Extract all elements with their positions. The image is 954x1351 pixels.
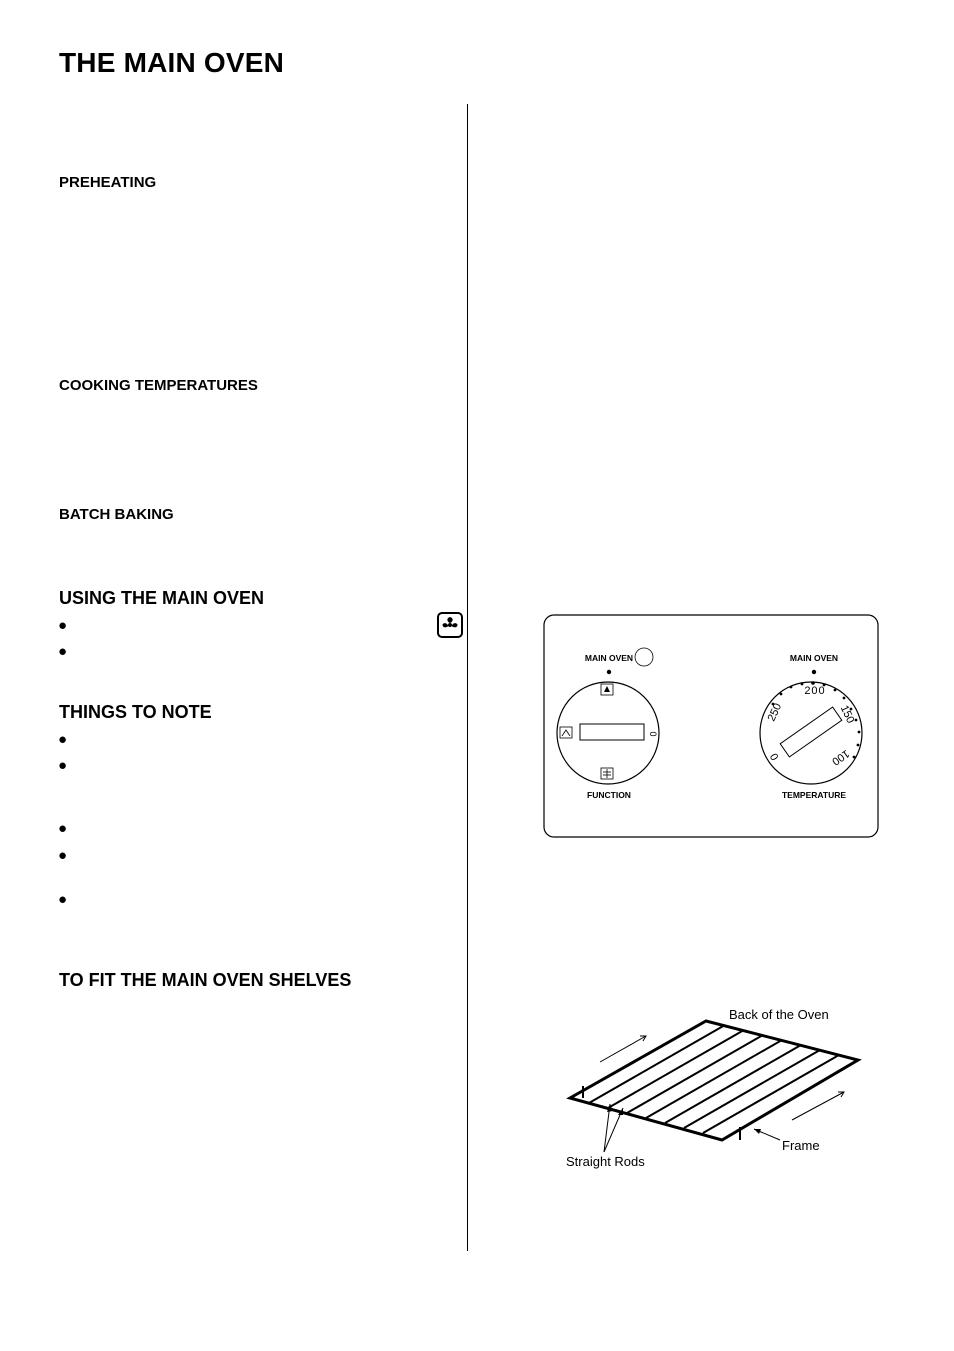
temp-mark-200: 200: [804, 685, 826, 697]
frame-label: Frame: [782, 1138, 820, 1153]
off-mark: 0: [648, 731, 658, 737]
temp-mark-250: 250: [765, 701, 785, 724]
bullet-icon: ●: [58, 643, 68, 660]
cooking-temperatures-heading: COOKING TEMPERATURES: [59, 377, 258, 394]
temperature-label: TEMPERATURE: [781, 790, 847, 800]
temp-mark-100: 100: [829, 747, 852, 768]
temp-mark-0: 0: [768, 750, 782, 763]
function-label: FUNCTION: [587, 790, 631, 800]
function-indicator-dot: [607, 670, 611, 674]
bullet-icon: ●: [58, 820, 68, 837]
shelf-diagram: [560, 1000, 870, 1180]
bullet-icon: ●: [58, 847, 68, 864]
fan-icon: [437, 612, 463, 638]
preheating-heading: PREHEATING: [59, 174, 157, 191]
using-main-oven-heading: USING THE MAIN OVEN: [59, 588, 265, 608]
temp-mark-150: 150: [837, 703, 857, 726]
column-divider: [467, 104, 468, 1251]
straight-rods-label: Straight Rods: [566, 1154, 645, 1169]
right-main-oven-label: MAIN OVEN: [789, 653, 839, 663]
left-main-oven-label: MAIN OVEN: [584, 653, 634, 663]
fit-shelves-heading: TO FIT THE MAIN OVEN SHELVES: [59, 970, 352, 990]
bullet-icon: ●: [58, 891, 68, 908]
bullet-icon: ●: [58, 617, 68, 634]
batch-baking-heading: BATCH BAKING: [59, 506, 174, 523]
page-title: THE MAIN OVEN: [59, 47, 285, 78]
bullet-icon: ●: [58, 731, 68, 748]
things-to-note-heading: THINGS TO NOTE: [59, 702, 212, 722]
shelf-rods: [589, 1025, 839, 1133]
temperature-indicator-dot: [812, 670, 816, 674]
back-of-oven-label: Back of the Oven: [729, 1007, 829, 1022]
panel-frame: [544, 615, 878, 837]
control-panel-diagram: [543, 614, 879, 838]
bullet-icon: ●: [58, 757, 68, 774]
shelf-frame: [570, 1021, 858, 1140]
